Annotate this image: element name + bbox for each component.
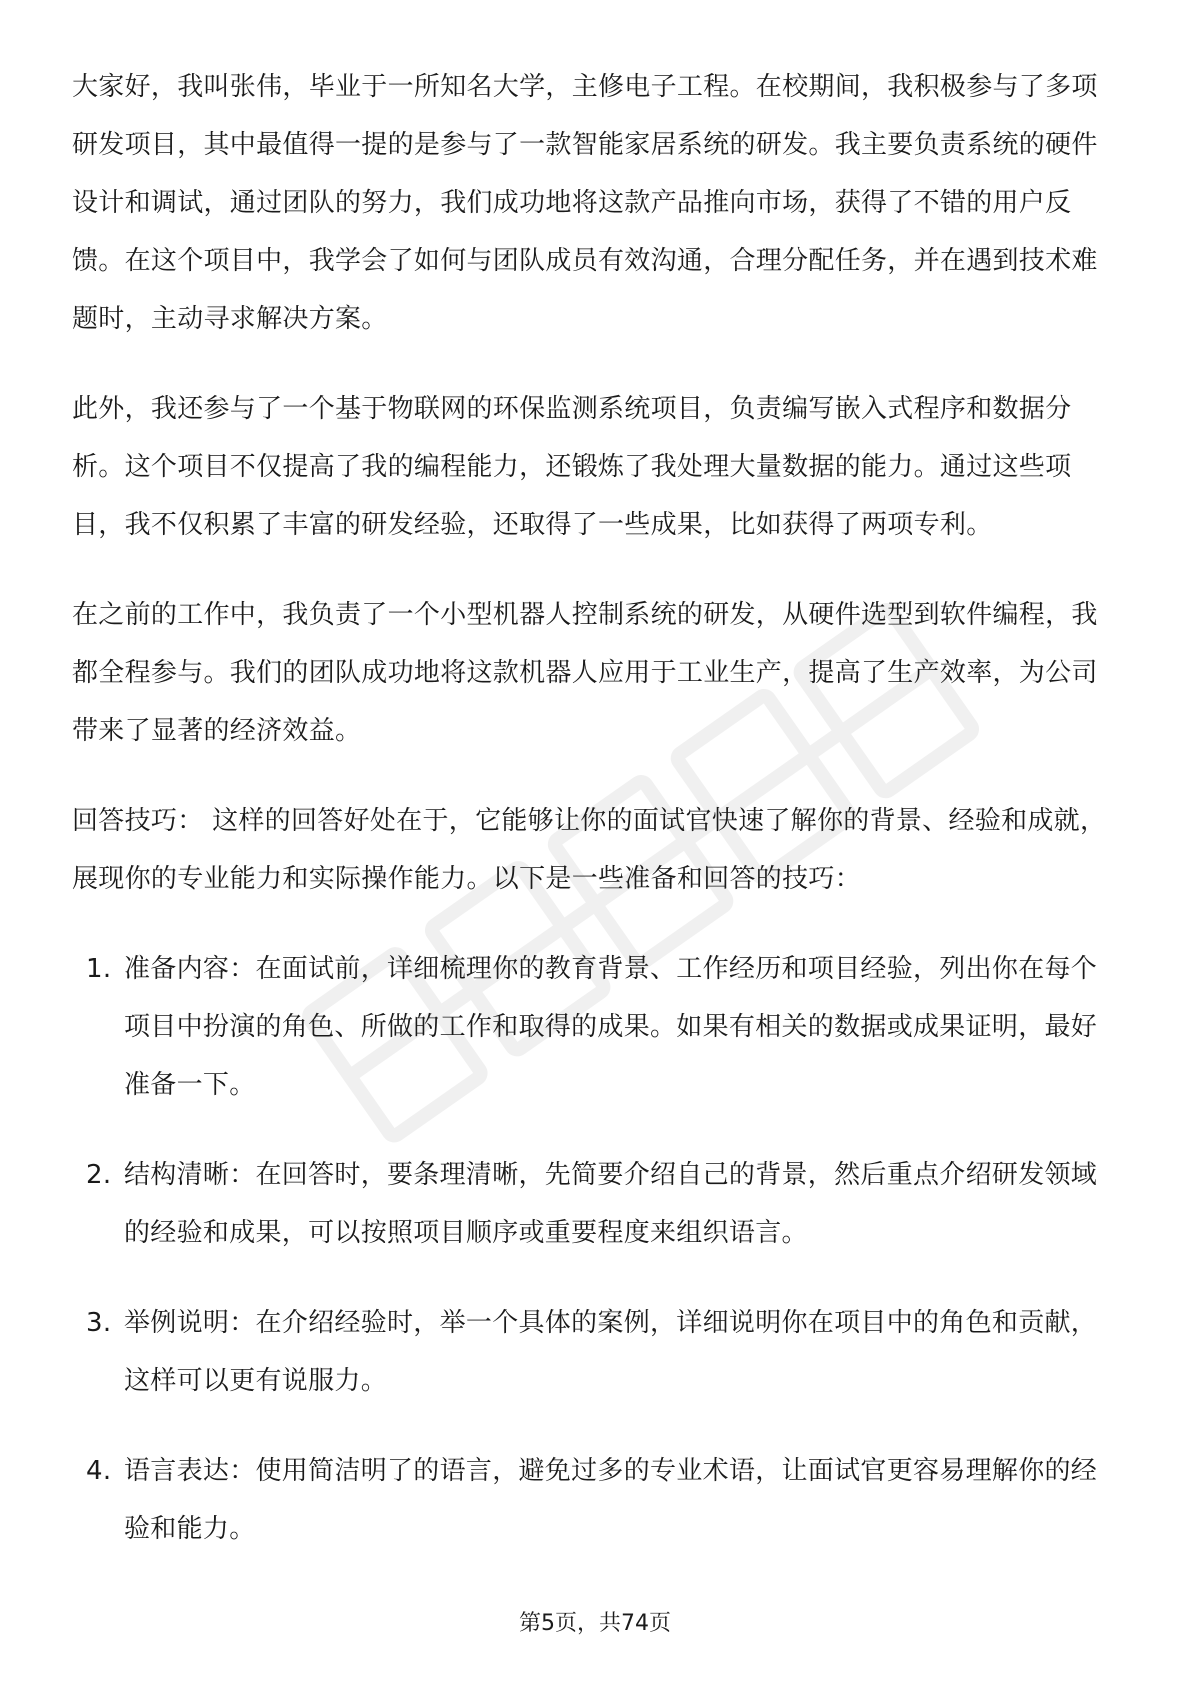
list-item [72,1442,1122,1558]
list-item-number: 3. [86,1308,112,1338]
list-item-number: 1. [86,954,112,984]
list-item-text: 举例说明：在介绍经验时，举一个具体的案例，详细说明你在项目中的角色和贡献，这样可以更有说服力。 [124,1308,1098,1396]
page-number-footer: 第5页，共74页 [519,1611,671,1636]
paragraph-intro: 大家好，我叫张伟，毕业于一所知名大学，主修电子工程。在校期间，我积极参与了多项研发项目，其中最值得一提的是参与了一款智能家居系统的研发。我主要负责系统的硬件设计和调试，通过团队的努力，我们成功地将这款产品推向市场，获得了不错的用户反馈。在这个项目中，我学会了如何与团队成员有效沟通，合理分配任务，并在遇到技术难题时，主动寻求解决方案。 [72,72,1098,334]
list-item-text: 准备内容：在面试前，详细梳理你的教育背景、工作经历和项目经验，列出你在每个项目中扮演的角色、所做的工作和取得的成果。如果有相关的数据或成果证明，最好准备一下。 [124,954,1098,1100]
list-item-number: 4. [86,1456,112,1486]
list-item [72,940,1122,1114]
document-body [72,58,1122,1590]
list-item-text: 语言表达：使用简洁明了的语言，避免过多的专业术语，让面试官更容易理解你的经验和能力。 [124,1456,1098,1544]
tips-list [72,940,1122,1558]
list-item-text: 结构清晰：在回答时，要条理清晰，先简要介绍自己的背景，然后重点介绍研发领域的经验和成果，可以按照项目顺序或重要程度来组织语言。 [124,1160,1098,1248]
paragraph-iot-project: 此外，我还参与了一个基于物联网的环保监测系统项目，负责编写嵌入式程序和数据分析。这个项目不仅提高了我的编程能力，还锻炼了我处理大量数据的能力。通过这些项目，我不仅积累了丰富的研发经验，还取得了一些成果，比如获得了两项专利。 [72,394,1072,540]
list-item [72,1146,1122,1262]
list-item-number: 2. [86,1160,112,1190]
paragraph-previous-work: 在之前的工作中，我负责了一个小型机器人控制系统的研发，从硬件选型到软件编程，我都全程参与。我们的团队成功地将这款机器人应用于工业生产，提高了生产效率，为公司带来了显著的经济效益。 [72,600,1098,746]
paragraph-answer-tips: 回答技巧： 这样的回答好处在于，它能够让你的面试官快速了解你的背景、经验和成就，展现你的专业能力和实际操作能力。以下是一些准备和回答的技巧： [72,806,1107,894]
list-item [72,1294,1122,1410]
